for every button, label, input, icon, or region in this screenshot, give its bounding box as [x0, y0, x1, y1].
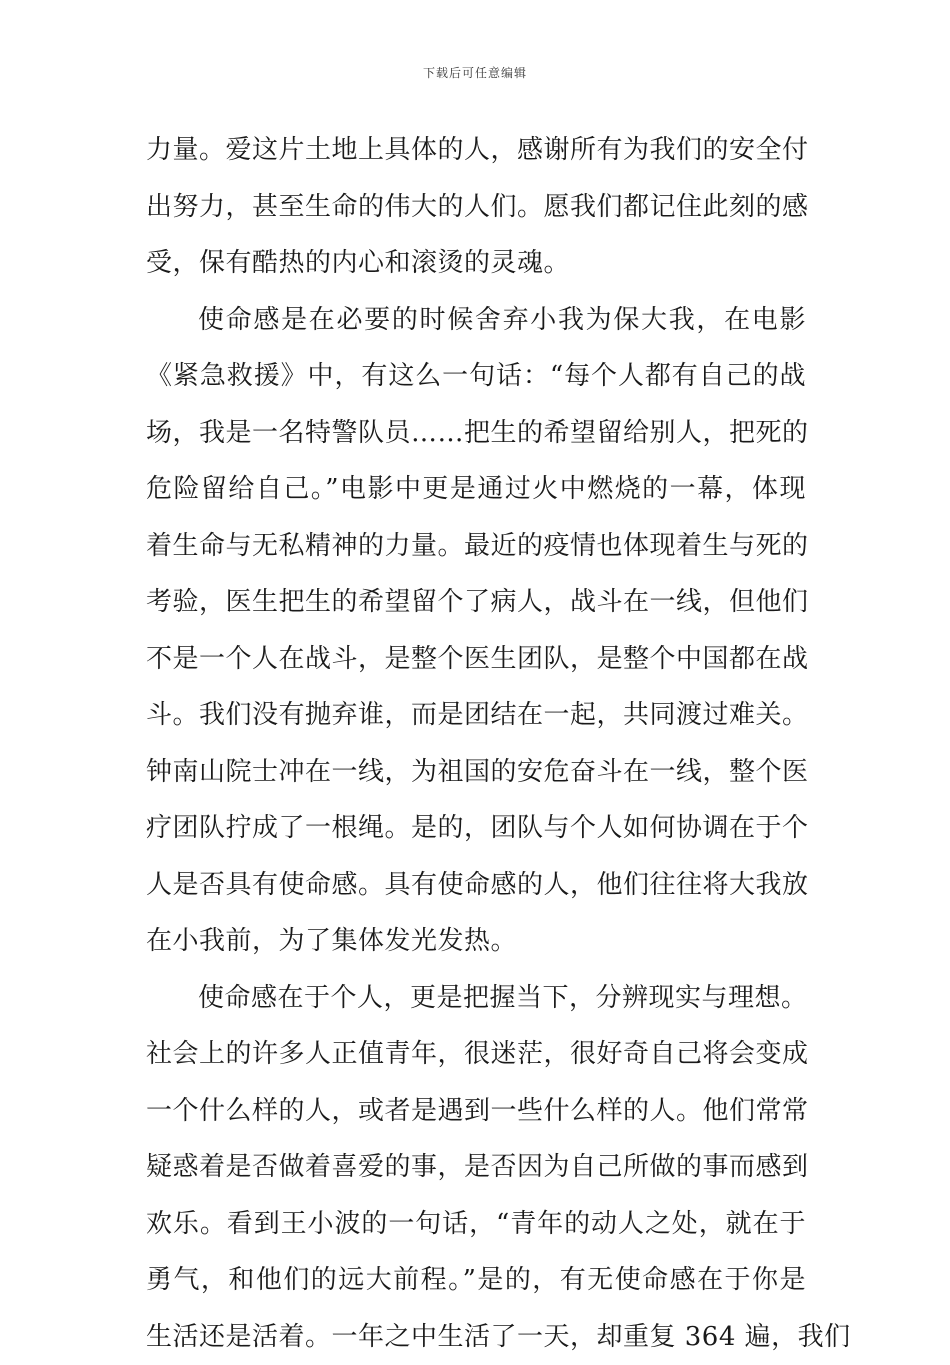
paragraph-start-line: 使命感是在必要的时候舍弃小我为保大我，在电影: [146, 292, 806, 349]
text-line: 社会上的许多人正值青年，很迷茫，很好奇自己将会变成: [146, 1026, 806, 1083]
paragraph-start-line: 使命感在于个人，更是把握当下，分辨现实与理想。: [146, 970, 806, 1027]
text-line: 考验，医生把生的希望留个了病人，战斗在一线，但他们: [146, 574, 806, 631]
text-line: 人是否具有使命感。具有使命感的人，他们往往将大我放: [146, 857, 806, 914]
text-line: 场，我是一名特警队员……把生的希望留给别人，把死的: [146, 405, 806, 462]
text-line: 一个什么样的人，或者是遇到一些什么样的人。他们常常: [146, 1083, 806, 1140]
text-line: 受，保有酷热的内心和滚烫的灵魂。: [146, 235, 806, 292]
text-line: 疗团队拧成了一根绳。是的，团队与个人如何协调在于个: [146, 800, 806, 857]
text-line: 着生命与无私精神的力量。最近的疫情也体现着生与死的: [146, 518, 806, 575]
text-line: 勇气，和他们的远大前程。”是的，有无使命感在于你是: [146, 1252, 806, 1309]
text-line: 出努力，甚至生命的伟大的人们。愿我们都记住此刻的感: [146, 179, 806, 236]
text-line: 不是一个人在战斗，是整个医生团队，是整个中国都在战: [146, 631, 806, 688]
document-body: [146, 122, 806, 1365]
text-line: 疑惑着是否做着喜爱的事，是否因为自己所做的事而感到: [146, 1139, 806, 1196]
text-line: 危险留给自己。”电影中更是通过火中燃烧的一幕，体现: [146, 461, 806, 518]
text-line: 在小我前，为了集体发光发热。: [146, 913, 806, 970]
text-line: 钟南山院士冲在一线，为祖国的安危奋斗在一线，整个医: [146, 744, 806, 801]
text-line: 欢乐。看到王小波的一句话，“青年的动人之处，就在于: [146, 1196, 806, 1253]
text-line: 力量。爱这片土地上具体的人，感谢所有为我们的安全付: [146, 122, 806, 179]
text-line: 生活还是活着。一年之中生活了一天，却重复 364 遍，我们: [146, 1309, 806, 1365]
text-line: 《紧急救援》中，有这么一句话：“每个人都有自己的战: [146, 348, 806, 405]
page-header: 下载后可任意编辑: [0, 64, 950, 81]
text-line: 斗。我们没有抛弃谁，而是团结在一起，共同渡过难关。: [146, 687, 806, 744]
